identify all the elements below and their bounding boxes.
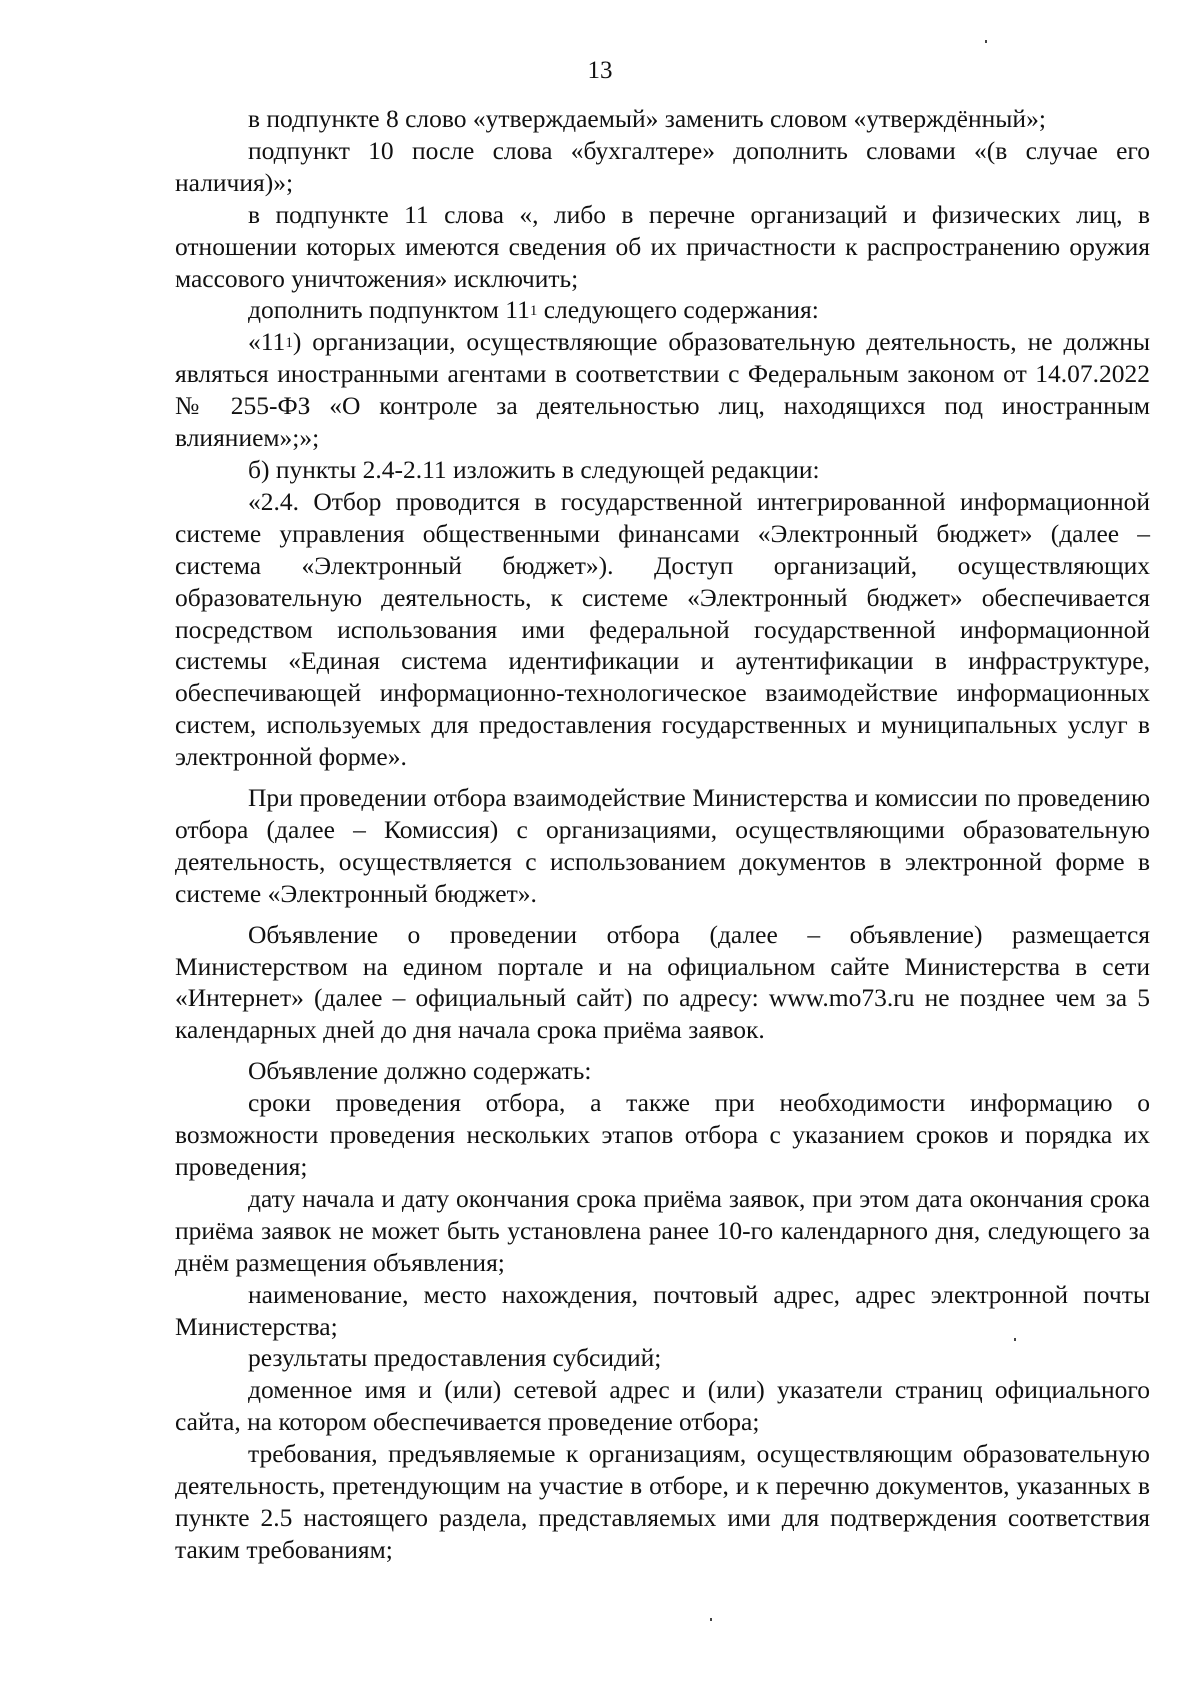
paragraph-13: наименование, место нахождения, почтовый адрес, адрес электронной почты Министерства; xyxy=(175,1279,1150,1341)
paragraph-03: в подпункте 11 слова «, либо в перечне организаций и физических лиц, в отношении которых имеются сведения об их причастности к распространению оружия массового уничтожения» исключить; xyxy=(175,199,1150,293)
superscript: 1 xyxy=(529,303,538,320)
document-body xyxy=(175,103,1150,1566)
paragraph-05 xyxy=(175,326,1150,454)
paragraph-14: результаты предоставления субсидий; xyxy=(248,1343,662,1373)
paragraph-07: «2.4. Отбор проводится в государственной интегрированной информационной системе управления общественными финансами «Электронный бюджет» (далее – система «Электронный бюджет»). Доступ организаций, осуществляющих образовательную деятельность, к системе «Электронный бюджет» обеспечивается посредством использования ими федеральной государственной информационной системы «Единая система идентификации и аутентификации в инфраструктуре, обеспечивающей информационно-технологическое взаимодействие информационных систем, используемых для предоставления государственных и муниципальных услуг в электронной форме». xyxy=(175,486,1150,772)
paragraph-01: в подпункте 8 слово «утверждаемый» заменить словом «утверждённый»; xyxy=(248,104,1046,133)
paragraph-04-text: дополнить подпунктом 11 xyxy=(248,295,530,325)
paragraph-15: доменное имя и (или) сетевой адрес и (или) указатели страниц официального сайта, на котором обеспечивается проведение отбора; xyxy=(175,1375,1150,1437)
paragraph-04-text-end: следующего содержания: xyxy=(537,295,819,325)
paragraph-02: подпункт 10 после слова «бухгалтере» дополнить словами «(в случае его наличия)»; xyxy=(175,135,1150,197)
paragraph-16: требования, предъявляемые к организациям, осуществляющим образовательную деятельность, претендующим на участие в отборе, и к перечню документов, указанных в пункте 2.5 настоящего раздела, представляемых ими для подтверждения соответствия таким требованиям; xyxy=(175,1439,1150,1564)
paragraph-05-text-end: ) организации, осуществляющие образовательную деятельность, не должны являться иностранными агентами в соответствии с Федеральным законом от 14.07.2022 № 255-ФЗ «О контроле за деятельностью лиц, находящихся под иностранным влиянием»;»; xyxy=(175,327,1150,453)
paragraph-05-text: «11 xyxy=(248,327,286,357)
paragraph-09: Объявление о проведении отбора (далее – объявление) размещается Министерством на едином портале и на официальном сайте Министерства в сети «Интернет» (далее – официальный сайт) по адресу: www.mo73.ru не позднее чем за 5 календарных дней до дня начала срока приёма заявок. xyxy=(175,919,1150,1045)
paragraph-12: дату начала и дату окончания срока приёма заявок, при этом дата окончания срока приёма заявок не может быть установлена ранее 10-го календарного дня, следующего за днём размещения объявления; xyxy=(175,1183,1150,1277)
scan-speck xyxy=(710,1618,712,1621)
paragraph-10: Объявление должно содержать: xyxy=(248,1056,592,1086)
paragraph-06: б) пункты 2.4-2.11 изложить в следующей редакции: xyxy=(248,454,820,484)
paragraph-08: При проведении отбора взаимодействие Министерства и комиссии по проведению отбора (далее – Комиссия) с организациями, осуществляющими образовательную деятельность, осуществляется с использованием документов в электронной форме в системе «Электронный бюджет». xyxy=(175,783,1150,908)
paragraph-04 xyxy=(175,294,1150,326)
scan-speck xyxy=(1014,1338,1016,1341)
page-number: 13 xyxy=(587,57,613,84)
paragraph-11: сроки проведения отбора, а также при необходимости информацию о возможности проведения нескольких этапов отбора с указанием сроков и порядка их проведения; xyxy=(175,1088,1150,1181)
scan-speck xyxy=(985,40,987,43)
superscript: 1 xyxy=(285,335,293,352)
